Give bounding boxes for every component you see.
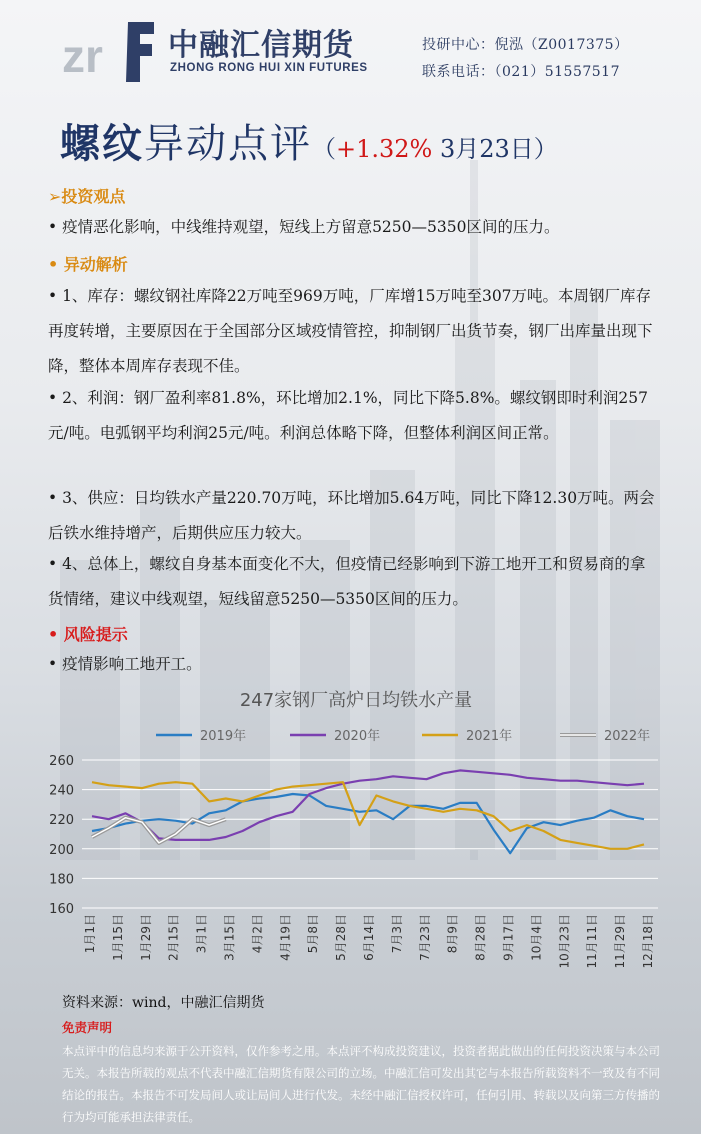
analyst-contact: 投研中心：倪泓（Z0017375） [422,37,629,53]
x-tick-16: 10月4日 [529,914,544,961]
legend-label-2020年: 2020年 [334,729,381,744]
chart-title: 247家钢厂高炉日均铁水产量 [239,690,473,711]
x-tick-4: 3月1日 [194,914,209,954]
y-tick-240: 240 [49,783,74,799]
x-tick-14: 8月28日 [473,914,488,961]
company-name-cn: 中融汇信期货 [168,28,354,63]
x-tick-9: 5月28日 [334,914,349,961]
legend-label-2022年: 2022年 [604,729,651,744]
x-tick-2: 1月29日 [138,914,153,961]
title-product: 螺纹 [60,120,144,167]
x-tick-3: 2月15日 [166,914,181,961]
company-name-en: ZHONG RONG HUI XIN FUTURES [170,62,368,74]
disclaimer-title: 免责声明 [62,1020,113,1035]
analysis-item-summary: • 4、总体上，螺纹自身基本面变化不大，但疫情已经影响到下游工地开工和贸易商的拿货情绪，建议中线观望，短线留意5250—5350区间的压力。 [48,555,646,608]
risk-heading: • 风险提示 [48,625,128,644]
y-tick-260: 260 [49,754,74,769]
report-header [0,0,701,95]
page-title [60,112,558,169]
analysis-item-inventory: • 1、库存：螺纹钢社库降22万吨至969万吨，厂库增15万吨至307万吨。本周钢厂库存再度转增，主要原因在于全国部分区域疫情管控，抑制钢厂出货节奏，钢厂出库量出现下降，整体本周库存表现不佳。 [48,287,653,375]
x-tick-19: 11月29日 [613,914,628,969]
x-tick-12: 7月23日 [417,914,432,961]
x-tick-1: 1月15日 [110,914,125,961]
y-tick-180: 180 [49,872,74,888]
report-date: 3月23日） [432,135,558,163]
x-tick-17: 10月23日 [557,914,572,969]
x-tick-7: 4月19日 [278,914,293,961]
title-type: 异动点评 [144,121,312,167]
phone-contact: 联系电话：（021）51557517 [422,64,620,80]
y-tick-200: 200 [49,842,74,858]
disclaimer-text: 本点评中的信息均来源于公开资料，仅作参考之用。本点评不构成投资建议，投资者据此做出的任何投资决策与本公司无关。本报告所载的观点不代表中融汇信期货有限公司的立场。中融汇信可发出其它与本报告所载资料不一致及有不同结论的报告。本报告不可发局间人或让局间人进行代发。未经中融汇信授权许可，任何引用、转载以及向第三方传播的行为均可能承担法律责任。 [62,1044,660,1124]
x-tick-8: 5月8日 [306,914,321,954]
iron-output-chart [36,680,676,980]
x-tick-20: 12月18日 [641,914,655,969]
x-tick-5: 3月15日 [222,914,237,961]
legend-label-2019年: 2019年 [200,729,247,744]
analysis-heading: • 异动解析 [48,255,128,274]
legend-label-2021年: 2021年 [466,729,513,744]
investment-view-heading: ➢投资观点 [48,187,126,206]
data-source: 资料来源：wind，中融汇信期货 [62,995,265,1011]
risk-text: • 疫情影响工地开工。 [48,655,202,673]
x-tick-13: 8月9日 [445,914,460,954]
chart-svg [36,680,676,980]
y-tick-160: 160 [49,902,74,917]
y-tick-220: 220 [49,813,74,829]
analysis-item-profit: • 2、利润：钢厂盈利率81.8%，环比增加2.1%，同比下降5.8%。螺纹钢即时利润257元/吨。电弧钢平均利润25元/吨。利润总体略下降，但整体利润区间正常。 [48,389,649,442]
x-tick-15: 9月17日 [501,914,516,961]
investment-view-text: • 疫情恶化影响，中线维持观望，短线上方留意5250—5350区间的压力。 [48,218,560,236]
x-tick-6: 4月2日 [250,914,265,954]
svg-text:zr: zr [62,30,103,82]
x-tick-10: 6月14日 [362,914,376,961]
company-logo-icon [62,14,158,84]
price-change: +1.32% [336,135,433,163]
title-paren: （ [312,135,336,163]
series-line-2020年 [92,770,644,840]
x-tick-0: 1月1日 [83,914,97,954]
analysis-item-supply: • 3、供应：日均铁水产量220.70万吨，环比增加5.64万吨，同比下降12.30万吨。两会后铁水维持增产，后期供应压力较大。 [48,489,655,542]
x-tick-11: 7月3日 [389,914,404,954]
x-tick-18: 11月11日 [585,914,600,969]
series-line-2019年 [92,794,644,853]
